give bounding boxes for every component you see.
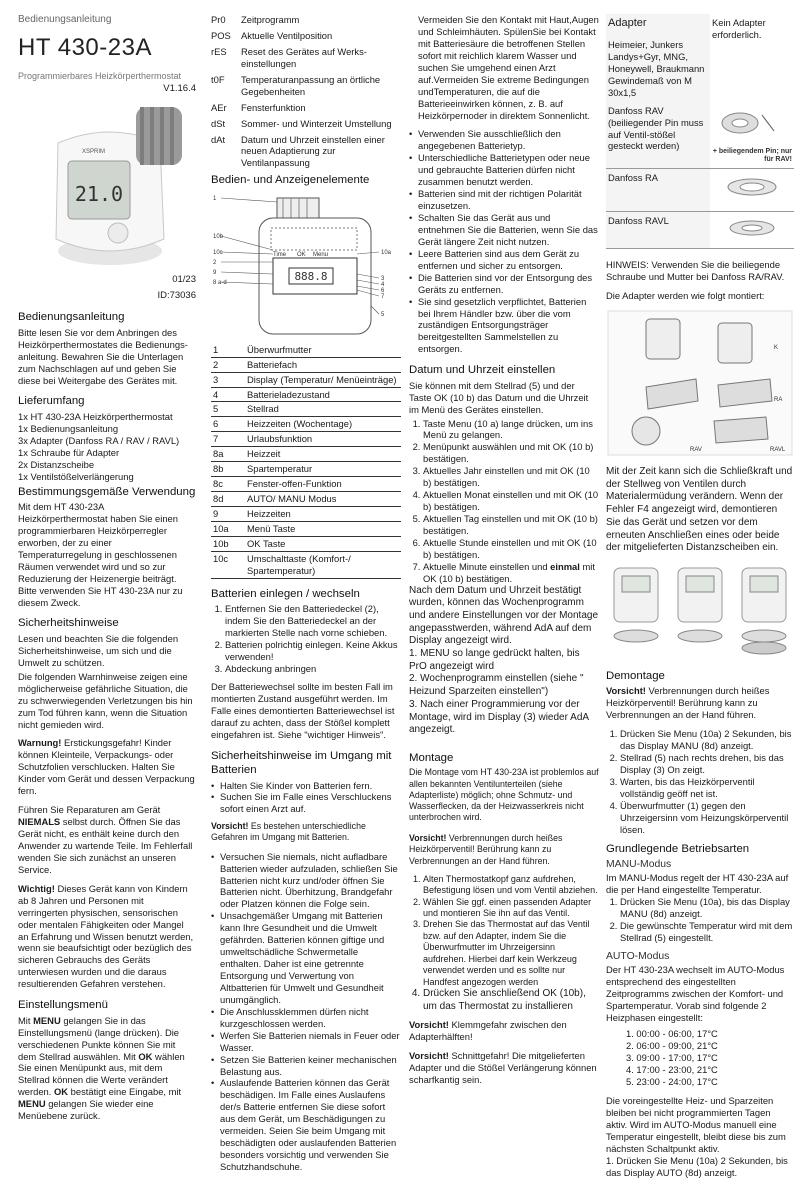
batt-vorsicht-para bbox=[211, 821, 401, 843]
part-label: Heizzeiten (Wochentage) bbox=[245, 417, 401, 432]
list-item: • Suchen Sie im Falle eines Verschluckens sofort einen Arzt auf. bbox=[211, 791, 401, 815]
adapter-mount-figure bbox=[606, 309, 794, 457]
parts-table bbox=[211, 343, 401, 579]
vorsicht-text: Verbrennungen durch heißes Heizkörperventil! Berührung kann zu Verbrennungen an der Hand führen. bbox=[409, 833, 563, 866]
schliesskraft-para: Mit der Zeit kann sich die Schließkraft und der Stellweg von Ventilen durch Materialermüdung verändern. Wenn der Fehler F4 angezeigt wird, demontieren Sie das Gerät und setzen vor dem erneuten Anschließen eines oder beide der mitgelieferten Distanzscheiben ein. bbox=[606, 466, 793, 554]
part-number: 10c bbox=[211, 551, 245, 578]
table-cell bbox=[710, 102, 794, 169]
warnung-label: Warnung! bbox=[18, 737, 62, 749]
sec-batterien-title: Batterien einlegen / wechseln bbox=[211, 587, 360, 600]
table-row bbox=[211, 521, 401, 536]
step-text: mit OK (10 b) bestätigen. bbox=[423, 560, 595, 584]
list-item: 6. Aktuelle Stunde einstellen und mit OK (10 b) bestätigen. bbox=[423, 537, 599, 561]
list-item: • Auslaufende Batterien können das Gerät beschädigen. Im Falle eines Auslaufens der/s Batterie entfernen Sie diese sofort aus dem Gerät, um Beschädigungen zu vermeiden. Seien Sie beim Umgang mit beschädigten oder auslaufenden Batterien besonders vorsichtig und verwenden Sie Schutzhandschuhe. bbox=[211, 1077, 401, 1173]
table-row bbox=[211, 357, 401, 372]
datum-steps bbox=[409, 418, 599, 585]
fig-label-rav: RAV bbox=[690, 447, 702, 454]
part-number: 9 bbox=[211, 507, 245, 522]
manu-mode-text: Im MANU-Modus regelt der HT 430-23A auf die per Hand eingestellte Temperatur. bbox=[606, 872, 789, 896]
vorsicht-label: Vorsicht! bbox=[409, 1019, 449, 1031]
part-number: 8c bbox=[211, 477, 245, 492]
datum-intro: Sie können mit dem Stellrad (5) und der Taste OK (10 b) das Datum und die Uhrzeit im Menü des Gerätes einstellen. bbox=[409, 379, 589, 415]
list-item bbox=[211, 134, 401, 170]
part-number: 5 bbox=[211, 402, 245, 417]
part-label: Stellrad bbox=[245, 402, 401, 417]
list-item: • Die Anschlussklemmen dürfen nicht kurzgeschlossen werden. bbox=[211, 1006, 401, 1030]
batt-more-list bbox=[409, 128, 599, 355]
datum-n2: 2. Wochenprogramm einstellen (siehe " Heizund Sparzeiten einstellen") bbox=[409, 673, 584, 698]
thermostat-brand: XSPRIM bbox=[82, 148, 106, 155]
adapter-brands: Heimeier, Junkers Landys+Gyr, MNG, Honeywell, Braukmann Gewindemaß von M 30x1,5 bbox=[608, 38, 705, 98]
adapter-ra-image bbox=[712, 172, 792, 202]
list-item: 3. 09:00 - 17:00, 17°C bbox=[626, 1051, 718, 1063]
thermostat-display-value: 21.0 bbox=[74, 181, 124, 206]
table-row bbox=[211, 492, 401, 507]
column-1 bbox=[18, 14, 196, 1129]
auto-mode-title: AUTO-Modus bbox=[606, 950, 670, 962]
list-item: • Die Batterien sind vor der Entsorgung des Geräts zu entfernen. bbox=[409, 272, 599, 296]
adapter-rav-image bbox=[712, 105, 792, 145]
diagram-label-7: 7 bbox=[381, 293, 385, 300]
part-label: Heizzeiten bbox=[245, 507, 401, 522]
table-cell bbox=[710, 169, 794, 212]
part-label: Batterieladezustand bbox=[245, 387, 401, 402]
step-text: Aktuelle Minute einstellen und bbox=[423, 560, 551, 572]
abbr-code: dAt bbox=[211, 133, 226, 145]
adapter-header: Adapter bbox=[608, 17, 647, 29]
list-item: 3. Aktuelles Jahr einstellen und mit OK (10 b) bestätigen. bbox=[423, 465, 599, 489]
part-label: Menü Taste bbox=[245, 521, 401, 536]
fig-label-k: K bbox=[774, 345, 779, 352]
column-2 bbox=[211, 14, 401, 1179]
montage-steps bbox=[409, 874, 599, 1014]
adapter-rav-label: Danfoss RAV (beiliegender Pin muss auf Ventil-stößel gesteckt werden) bbox=[606, 102, 710, 169]
part-number: 10a bbox=[211, 521, 245, 536]
reparatur-para bbox=[18, 804, 196, 876]
abbr-code: rES bbox=[211, 45, 227, 57]
wichtig-label: Wichtig! bbox=[18, 882, 55, 894]
list-item bbox=[211, 102, 401, 114]
list-item: 4. Drücken Sie anschließend OK (10b), um das Thermostat zu installieren bbox=[423, 988, 599, 1013]
table-cell bbox=[606, 14, 710, 102]
menu-bold: MENU bbox=[33, 1014, 61, 1026]
manu-mode-title: MANU-Modus bbox=[606, 859, 672, 871]
datum-n3: 3. Nach einer Programmierung vor der Montage, wird im Display (3) wieder AdA angezeigt. bbox=[409, 698, 589, 736]
menu-text: Mit bbox=[18, 1014, 34, 1026]
datum-after: Nach dem Datum und Uhrzeit bestätigt wurden, können das Wochenprogramm und andere Einstellungen vor der Montage angepasstwerden, während AdA auf dem Display angezeigt wird. bbox=[409, 584, 599, 647]
list-item: 3. Abdeckung anbringen bbox=[225, 663, 401, 675]
list-item: • Versuchen Sie niemals, nicht aufladbare Batterien wieder aufzuladen, schließen Sie Batterien nicht kurz und/oder öffnen Sie Batterien nicht. Überhitzung, Brandgefahr oder Platzen können die Folge sein. bbox=[211, 851, 401, 911]
doc-version: V1.16.4 bbox=[163, 82, 196, 94]
vorsicht-text: Klemmgefahr zwischen den Adapterhälften! bbox=[409, 1019, 567, 1043]
table-row bbox=[211, 372, 401, 387]
list-item: • Sie sind gesetzlich verpflichtet, Batterien bei Ihrem Händler bzw. über die vom zuständigen Entsorgungsträger bereitgestellten Sammelstellen zu entsorgen. bbox=[409, 296, 599, 356]
list-item: 3. Warten, bis das Heizkörperventil vollständig geöff net ist. bbox=[620, 776, 794, 800]
sec-betriebsarten-title: Grundlegende Betriebsarten bbox=[606, 842, 750, 855]
list-item bbox=[423, 561, 599, 585]
part-label: Heizzeit bbox=[245, 447, 401, 462]
batt-sicherheit-list bbox=[211, 780, 401, 816]
sec-elemente-title: Bedien- und Anzeigenelemente bbox=[211, 174, 370, 187]
table-row bbox=[211, 507, 401, 522]
list-item: 1x Schraube für Adapter bbox=[18, 446, 120, 458]
abbr-code: AEr bbox=[211, 101, 227, 113]
part-number: 7 bbox=[211, 432, 245, 447]
montage-vorsicht-para bbox=[409, 833, 599, 867]
table-row bbox=[211, 536, 401, 551]
part-label: Batteriefach bbox=[245, 357, 401, 372]
sec-montage-title: Montage bbox=[409, 751, 454, 764]
manu-steps bbox=[606, 896, 794, 944]
vorsicht-text: Verbrennungen durch heißes Heizkörperventil! Berührung kann zu Verbrennungen an der Hand führen. bbox=[606, 685, 770, 721]
list-item: 1. Taste Menu (10 a) lange drücken, um ins Menü zu gelangen. bbox=[423, 418, 599, 442]
diagram-label-10c: 10c bbox=[213, 249, 223, 256]
column-4 bbox=[606, 14, 794, 1186]
list-item: 4. 17:00 - 23:00, 21°C bbox=[626, 1063, 718, 1075]
list-item bbox=[211, 46, 401, 70]
table-row bbox=[211, 343, 401, 357]
menu-text: gelangen Sie in das Einstellungsmenü (lange drücken). Die verschiedenen Punkte können Sie mit dem Stellrad auswählen. Mit bbox=[18, 1014, 180, 1062]
list-item: 1. Entfernen Sie den Batteriedeckel (2), indem Sie den Batteriedeckel an der markierten Stelle nach vorne schieben. bbox=[225, 603, 401, 639]
diagram-label-2: 2 bbox=[213, 259, 217, 266]
table-row bbox=[211, 447, 401, 462]
vorsicht-text: Es bestehen unterschiedliche Gefahren im Umgang mit Batterien. bbox=[211, 821, 366, 843]
list-item: 3x Adapter (Danfoss RA / RAV / RAVL) bbox=[18, 434, 180, 446]
diagram-label-btn-menu: Menu bbox=[313, 251, 329, 258]
wichtig-text: Dieses Gerät kann von Kindern ab 8 Jahren und Personen mit verringerten physischen, sensorischen oder mentalen Fähigkeiten oder Mangel an Erfahrung und Wissen benutzt werden, wenn sie beaufsichtigt oder bezüglich des sicheren Gebrauchs des Geräts unterwiesen wurden und die daraus resultierenden Gefahren verstehen. bbox=[18, 882, 194, 990]
table-row bbox=[211, 402, 401, 417]
table-row bbox=[211, 432, 401, 447]
diagram-label-1: 1 bbox=[213, 195, 217, 202]
part-label: OK Taste bbox=[245, 536, 401, 551]
part-number: 10b bbox=[211, 536, 245, 551]
auto-step-1: 1. Drücken Sie Menu (10a) 2 Sekunden, bis das Display AUTO (8d) anzeigt. bbox=[606, 1155, 788, 1179]
warnung-para bbox=[18, 737, 196, 797]
list-item bbox=[211, 118, 401, 130]
sec-lieferumfang-title: Lieferumfang bbox=[18, 395, 85, 408]
table-row bbox=[211, 462, 401, 477]
demontage-vorsicht-para bbox=[606, 685, 794, 721]
diagram-label-5: 5 bbox=[381, 311, 385, 318]
sec-menu-title: Einstellungsmenü bbox=[18, 999, 108, 1012]
vorsicht-label: Vorsicht! bbox=[409, 1050, 449, 1062]
vorsicht-label: Vorsicht! bbox=[211, 821, 249, 832]
diagram-label-10a: 10a bbox=[381, 249, 392, 256]
list-item: 1. 00:00 - 06:00, 17°C bbox=[626, 1027, 718, 1039]
menu-text: wählen Sie einen Menüpunkt aus, mit dem Stellrad können die Werte verändert werden. bbox=[18, 1050, 185, 1098]
vorsicht-text: Schnittgefahr! Die mitgelieferten Adapter und die Stößel Verlängerung können scharfkantig sein. bbox=[409, 1050, 597, 1086]
mount-intro: Die Adapter werden wie folgt montiert: bbox=[606, 290, 765, 302]
sicherheit-para-2: Die folgenden Warnhinweise zeigen eine möglicherweise gefährliche Situation, die zu schwerwiegenden Verletzungen bis hin zum Tod führen kann, wenn die Situation nicht gemieden wird. bbox=[18, 670, 193, 730]
adapter-rav-pin-note: + beiliegendem Pin; nur für RAV! bbox=[712, 147, 792, 164]
reparatur-bold: NIEMALS bbox=[18, 816, 61, 828]
abbr-text: Zeitprogramm bbox=[241, 14, 300, 25]
part-number: 8d bbox=[211, 492, 245, 507]
fig-label-ra: RA bbox=[774, 397, 783, 404]
warnung-text: Erstickungsgefahr! Kinder können Kleinteile, Verpackungs- oder Schutzfolien verschlucken. Halten Sie Kinder vom Gerät und dessen Verpackung fern. bbox=[18, 737, 195, 797]
diagram-label-10b: 10b bbox=[213, 233, 224, 240]
part-label: Urlaubsfunktion bbox=[245, 432, 401, 447]
table-row bbox=[606, 102, 794, 169]
vorsicht-label: Vorsicht! bbox=[409, 833, 447, 844]
list-item: 2. Die gewünschte Temperatur wird mit dem Stellrad (5) eingestellt. bbox=[620, 920, 794, 944]
list-item: 2. Batterien polrichtig einlegen. Keine Akkus verwenden! bbox=[225, 639, 401, 663]
demontage-steps bbox=[606, 728, 794, 835]
table-row bbox=[606, 169, 794, 212]
list-item: • Batterien sind mit der richtigen Polarität einzusetzen. bbox=[409, 188, 599, 212]
doc-id: ID:73036 bbox=[157, 289, 196, 301]
diagram-label-btn-time: Time bbox=[273, 251, 287, 258]
abbr-text: Aktuelle Ventilposition bbox=[241, 29, 333, 41]
list-item bbox=[211, 30, 401, 42]
abbreviation-list bbox=[211, 14, 401, 169]
list-item: • Unsachgemäßer Umgang mit Batterien kann Ihre Gesundheit und die Umwelt gefährden. Batterien können giftige und umweltschädliche Schwermetalle enthalten. Daher ist eine getrennte Entsorgung und Verwertung von Altbatterien für Umwelt und Gesundheit unumgänglich. bbox=[211, 910, 401, 1006]
adapter-none-note: Kein Adapter erforderlich. bbox=[712, 17, 766, 40]
schnitt-para bbox=[409, 1050, 599, 1086]
list-item: 1x Bedienungsanleitung bbox=[18, 422, 119, 434]
adapter-ra-label: Danfoss RA bbox=[606, 169, 710, 212]
reparatur-text-2: selbst durch. Öffnen Sie das Gerät nicht, es enthält keine durch den Anwender zu wartende Teile. Im Fehlerfall wenden Sie sich zunächst an unseren Service. bbox=[18, 816, 193, 875]
list-item: 1x HT 430-23A Heizkörperthermostat bbox=[18, 410, 173, 422]
list-item: 4. Überwurfmutter (1) gegen den Uhrzeigersinn vom Heizungskörperventil lösen. bbox=[620, 800, 794, 836]
table-cell bbox=[710, 212, 794, 249]
list-item bbox=[211, 14, 401, 26]
part-number: 6 bbox=[211, 417, 245, 432]
fig-label-ravl: RAVL bbox=[770, 447, 786, 454]
table-row bbox=[211, 417, 401, 432]
abbr-text: Temperaturanpassung an örtliche Gegebenheiten bbox=[241, 73, 381, 97]
thermostat-photo bbox=[18, 101, 196, 271]
part-number: 3 bbox=[211, 372, 245, 387]
list-item: • Schalten Sie das Gerät aus und entnehmen Sie die Batterien, wenn Sie das Gerät längere Zeit nicht nutzen. bbox=[409, 212, 599, 248]
diagram-label-3: 3 bbox=[381, 275, 385, 282]
table-row bbox=[606, 212, 794, 249]
auto-mode-text: Der HT 430-23A wechselt im AUTO-Modus entsprechend des eingestellten Zeitprogramms zwischen der Komfort- und Spartemperatur. Vorab sind folgende 2 Heizphasen eingestellt: bbox=[606, 964, 785, 1023]
abbr-code: t0F bbox=[211, 73, 225, 85]
montage-para: Die Montage vom HT 430-23A ist problemlos auf allen bekannten Ventilunterteilen (siehe Adapterliste) möglich; ohne Schmutz- und Wasserflecken, da der Heizwasserkreis nicht unterbrochen wird. bbox=[409, 767, 599, 823]
sec-sicherheit-title: Sicherheitshinweise bbox=[18, 617, 119, 630]
list-item: 5. Aktuellen Tag einstellen und mit OK (10 b) bestätigen. bbox=[423, 513, 599, 537]
sec-bestimmung-text: Mit dem HT 430-23A Heizkörperthermostat haben Sie einen programmierbaren Heizkörperregler erworben, der zu einer Temperaturregelung in geschlossenen Räumen verwendet wird und so zur Reduzierung der Heizenergie beiträgt. Bitte verwenden Sie HT 430-23A nur zu diesem Zweck. bbox=[18, 501, 183, 608]
diagram-label-6: 6 bbox=[381, 287, 385, 294]
part-number: 2 bbox=[211, 357, 245, 372]
menu-bold: OK bbox=[138, 1050, 153, 1062]
list-item: • Unterschiedliche Batterietypen oder neue und gebrauchte Batterien dürfen nicht zusammen benutzt werden. bbox=[409, 152, 599, 188]
diagram-label-4: 4 bbox=[381, 281, 385, 288]
list-item: 2. Menüpunkt auswählen und mit OK (10 b) bestätigen. bbox=[423, 441, 599, 465]
part-label: Display (Temperatur/ Menüeinträge) bbox=[245, 372, 401, 387]
list-item: 3. Drehen Sie das Thermostat auf das Ventil bzw. auf den Adapter, indem Sie die Überwurfmutter im Uhrzeigersinn aufdrehen. Hierbei darf kein Werkzeug verwendet werden und es sollte nur Handfest angezogen werden bbox=[423, 919, 599, 988]
part-label: Umschalttaste (Komfort-/ Spartemperatur) bbox=[245, 551, 401, 578]
list-item: • Leere Batterien sind aus dem Gerät zu entfernen und sicher zu entsorgen. bbox=[409, 248, 599, 272]
abbr-text: Reset des Gerätes auf Werks-einstellungen bbox=[241, 45, 367, 69]
reparatur-text-1: Führen Sie Reparaturen am Gerät bbox=[18, 804, 161, 816]
abbr-text: Fensterfunktion bbox=[241, 101, 306, 113]
batterien-para: Der Batteriewechsel sollte im besten Fall im montierten Zustand ausgeführt werden. Im Falle eines demontierten Batteriewechsel ist darauf zu achten, dass der Stößel komplett eingefahren ist. Siehe "wichtiger Hinweis". bbox=[211, 680, 395, 740]
sicherheit-para-1: Lesen und beachten Sie die folgenden Sicherheitshinweise, um sich und die Umwelt zu schützen. bbox=[18, 632, 179, 668]
list-item: 1x Ventilstößelverlängerung bbox=[18, 470, 134, 482]
sec-bestimmung-title: Bestimmungsgemäße Verwendung bbox=[18, 485, 196, 498]
part-label: Überwurfmutter bbox=[245, 343, 401, 357]
menu-bold: OK bbox=[53, 1086, 69, 1098]
part-number: 8b bbox=[211, 462, 245, 477]
wichtig-para bbox=[18, 883, 196, 990]
list-item: 1. Drücken Sie Menu (10a) 2 Sekunden, bis das Display MANU (8d) anzeigt. bbox=[620, 728, 794, 752]
doc-date: 01/23 bbox=[172, 273, 196, 285]
auto-after-para: Die voreingestellte Heiz- und Sparzeiten bleiben bei nicht programmierten Tagen aktiv. Wird im AUTO-Modus manuell eine Temperatur eingestellt, bleibt diese bis zum nächsten Schaltpunkt aktiv. bbox=[606, 1095, 786, 1155]
sec-bedienung-text: Bitte lesen Sie vor dem Anbringen des Heizkörperthermostates die Bedienungs-anleitung. Bewahren Sie die Unterlagen zum Nachschlagen auf und geben Sie diese bei Weitergabe des Gerätes mit. bbox=[18, 326, 188, 386]
list-item: 1. Alten Thermostatkopf ganz aufdrehen, Befestigung lösen und vom Ventil abziehen. bbox=[423, 874, 599, 897]
table-row bbox=[211, 387, 401, 402]
step-bold: einmal bbox=[550, 560, 580, 572]
table-row bbox=[211, 551, 401, 578]
table-row bbox=[211, 477, 401, 492]
list-item: • Werfen Sie Batterien niemals in Feuer oder Wasser. bbox=[211, 1030, 401, 1054]
list-item: • Setzen Sie Batterien keiner mechanischen Belastung aus. bbox=[211, 1054, 401, 1078]
adapter-ravl-label: Danfoss RAVL bbox=[606, 212, 710, 249]
list-item bbox=[211, 74, 401, 98]
sec-datum-title: Datum und Uhrzeit einstellen bbox=[409, 364, 556, 377]
abbr-code: POS bbox=[211, 29, 231, 41]
klemm-para bbox=[409, 1019, 599, 1043]
doc-header: Bedienungsanleitung bbox=[18, 14, 112, 25]
doc-title: HT 430-23A bbox=[18, 33, 152, 61]
menu-text: gelangen Sie wieder eine Menüebene zurück. bbox=[18, 1098, 154, 1122]
table-row bbox=[606, 14, 794, 102]
menu-text: bestätigt eine Eingabe, mit bbox=[68, 1086, 182, 1098]
diagram-label-9: 9 bbox=[213, 269, 217, 276]
sec-demontage-title: Demontage bbox=[606, 669, 665, 682]
datum-n1: 1. MENU so lange gedrückt halten, bis PrO angezeigt wird bbox=[409, 648, 580, 672]
part-number: 8a bbox=[211, 447, 245, 462]
sec-batt-sicherheit-title: Sicherheitshinweise im Umgang mit Batterien bbox=[211, 749, 392, 777]
list-item: 1. Drücken Sie Menu (10a), bis das Display MANU (8d) anzeigt. bbox=[620, 896, 794, 920]
lieferumfang-list bbox=[18, 411, 196, 483]
heat-phase-list bbox=[606, 1028, 794, 1088]
hinweis-para: HINWEIS: Verwenden Sie die beiliegende Schraube und Mutter bei Danfoss RA/RAV. bbox=[606, 259, 785, 283]
part-label: Spartemperatur bbox=[245, 462, 401, 477]
part-label: Fenster-offen-Funktion bbox=[245, 477, 401, 492]
list-item: 4. Aktuellen Monat einstellen und mit OK (10 b) bestätigen. bbox=[423, 489, 599, 513]
abbr-text: Sommer- und Winterzeit Umstellung bbox=[241, 117, 392, 129]
doc-subtitle: Programmierbares Heizkörperthermostat bbox=[18, 71, 182, 82]
svg-text:888.8: 888.8 bbox=[294, 269, 328, 283]
abbr-text: Datum und Uhrzeit einstellen einer neuen Adaptierung zur Ventilanpassung bbox=[241, 133, 385, 169]
list-item: • Halten Sie Kinder von Batterien fern. bbox=[211, 780, 401, 792]
list-item: 2. Wählen Sie ggf. einen passenden Adapter und montieren Sie ihn auf das Ventil. bbox=[423, 897, 599, 920]
adapter-table bbox=[606, 14, 794, 249]
diagram-label-btn-ok: OK bbox=[297, 251, 306, 258]
batterien-steps bbox=[211, 603, 401, 675]
list-item: • Verwenden Sie ausschließlich den angegebenen Batterietyp. bbox=[409, 128, 599, 152]
spacer-disc-figure bbox=[606, 562, 794, 658]
adapter-ravl-image bbox=[712, 215, 792, 241]
menu-para bbox=[18, 1015, 196, 1122]
vorsicht-label: Vorsicht! bbox=[606, 685, 646, 697]
list-item: 2. Stellrad (5) nach rechts drehen, bis das Display (3) On zeigt. bbox=[620, 752, 794, 776]
batt-intro-para: Vermeiden Sie den Kontakt mit Haut,Augen und Schleimhäuten. SpülenSie bei Kontakt mit Batteriesäure die betroffenen Stellen sofort mit reichlich klarem Wasser und suchen Sie umgehend einen Arzt auf.Vermeiden Sie extreme Bedingungen undTemperaturen, die auf die Batterieeinwirken können, z. B. auf Heizkörpernoder in direktem Sonnenlicht. bbox=[418, 14, 599, 121]
diagram-label-8: 8 a-d bbox=[213, 279, 227, 286]
column-3 bbox=[409, 14, 599, 1093]
abbr-code: Pr0 bbox=[211, 14, 226, 25]
part-number: 4 bbox=[211, 387, 245, 402]
list-item: 5. 23:00 - 24:00, 17°C bbox=[626, 1075, 718, 1087]
device-diagram bbox=[211, 190, 401, 340]
part-number: 1 bbox=[211, 343, 245, 357]
abbr-code: dSt bbox=[211, 117, 226, 129]
batt-hinweis-list bbox=[211, 851, 401, 1173]
list-item: 2. 06:00 - 09:00, 21°C bbox=[626, 1039, 718, 1051]
sec-bedienung-title: Bedienungsanleitung bbox=[18, 311, 125, 324]
menu-bold: MENU bbox=[18, 1098, 46, 1110]
part-label: AUTO/ MANU Modus bbox=[245, 492, 401, 507]
list-item: 2x Distanzscheibe bbox=[18, 458, 95, 470]
